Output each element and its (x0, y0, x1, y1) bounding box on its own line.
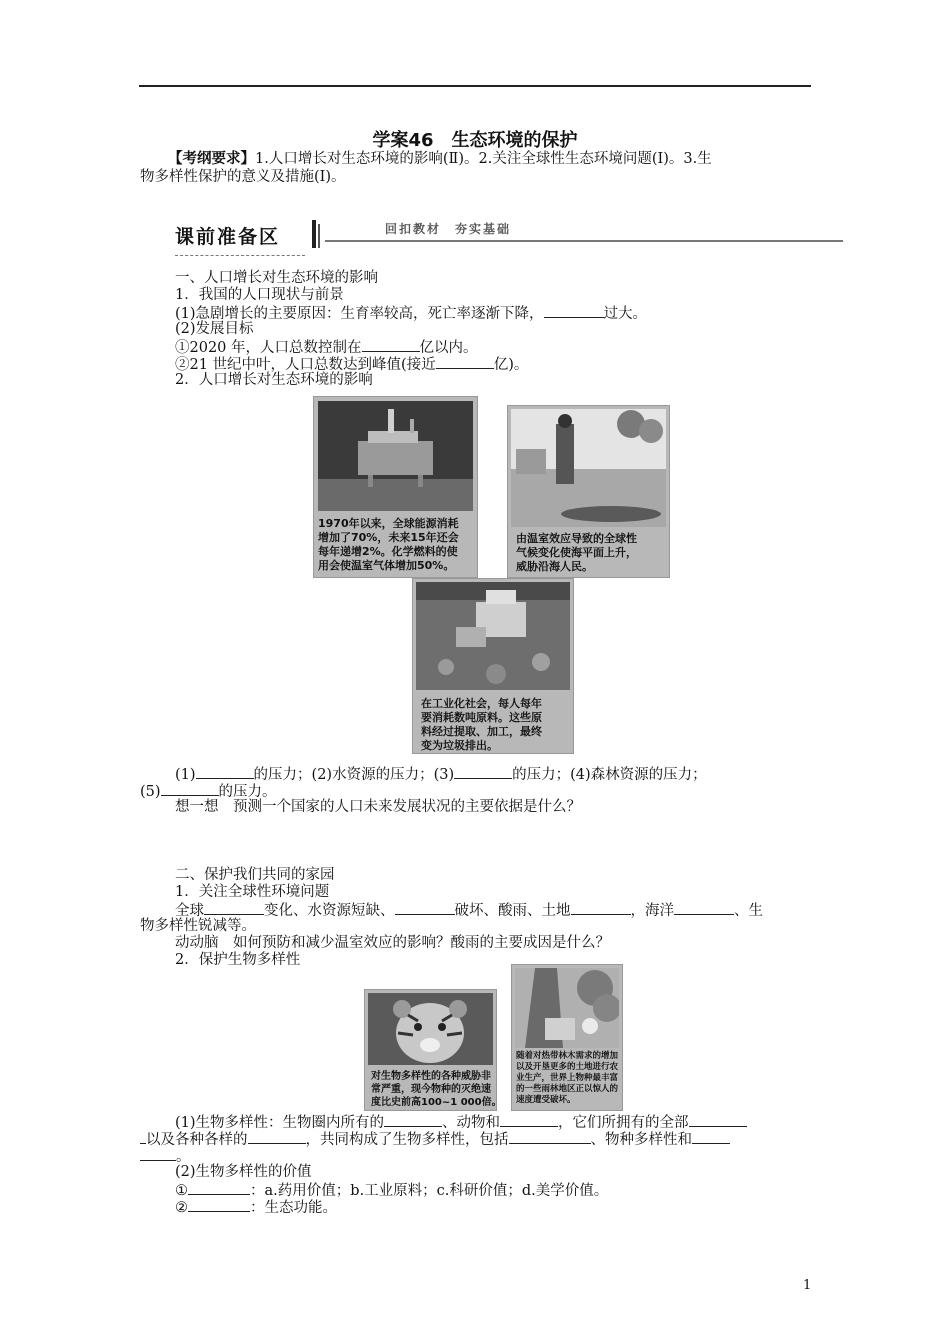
caption-line: 常严重，现今物种的灭绝速 (371, 1084, 491, 1095)
answer-blank[interactable] (454, 764, 512, 779)
value-text: ① (175, 1183, 188, 1199)
answer-blank[interactable] (204, 900, 264, 915)
caption-line: 业生产，世界上物种最丰富 (516, 1073, 619, 1083)
caption-line: 用会使温室气体增加50%。 (318, 559, 455, 572)
caption-line: 威胁沿海人民。 (516, 560, 593, 573)
goal-1-text: ①2020 年，人口总数控制在 (175, 340, 362, 356)
value-text: ：生态功能。 (250, 1200, 337, 1216)
value-text: ② (175, 1200, 188, 1216)
global-issues-line (175, 900, 763, 920)
section2-heading: 二、保护我们共同的家园 (175, 867, 335, 883)
answer-blank[interactable] (384, 1112, 442, 1127)
banner-bar-thin (318, 224, 320, 248)
growth-reason-end: 过大。 (603, 306, 648, 322)
value-text: ：a.药用价值；b.工业原料；c.科研价值；d.美学价值。 (250, 1183, 609, 1199)
answer-blank[interactable] (188, 1197, 250, 1212)
banner-bar (312, 220, 316, 248)
photo-tiger (364, 989, 502, 1111)
answer-blank[interactable] (140, 1146, 176, 1161)
section1-heading: 一、人口增长对生态环境的影响 (175, 270, 378, 286)
answer-blank[interactable] (544, 303, 604, 318)
global-text: ，海洋 (630, 903, 674, 919)
bio-text: 、物种多样性和 (590, 1132, 692, 1148)
caption-line: 的一些雨林地区正以惊人的 (516, 1084, 619, 1094)
answer-blank[interactable] (196, 764, 254, 779)
photo-rainforest (511, 964, 623, 1111)
answer-blank[interactable] (248, 1129, 306, 1144)
answer-blank[interactable] (395, 900, 455, 915)
oil-platform-image (318, 401, 473, 511)
photo-oil-platform (313, 396, 478, 578)
global-text: 、生 (734, 903, 763, 919)
answer-blank[interactable] (571, 900, 631, 915)
section1-sub2: 2．人口增长对生态环境的影响 (175, 372, 373, 388)
section2-sub2: 2．保护生物多样性 (175, 952, 301, 968)
banner-dashed-rule (175, 255, 305, 256)
caption-line: 对生物多样性的各种威胁非 (371, 1071, 491, 1082)
goals-heading: (2)发展目标 (175, 321, 254, 337)
global-text: 变化、水资源短缺、 (264, 903, 395, 919)
goal-2-text: ②21 世纪中叶，人口总数达到峰值(接近 (175, 357, 436, 373)
rainforest-image (515, 968, 619, 1048)
banner-subtitle: 回扣教材 夯实基础 (385, 222, 512, 236)
biodiversity-line-2 (140, 1129, 730, 1149)
tiger-image (368, 993, 493, 1065)
caption-line: 随着对热带林木需求的增加 (516, 1051, 619, 1061)
answer-blank[interactable] (188, 1180, 250, 1195)
section1-sub1: 1．我国的人口现状与前景 (175, 287, 344, 303)
global-text: 破坏、酸雨、土地 (454, 903, 571, 919)
bio-text: 。 (176, 1149, 191, 1165)
banner-title: 课前准备区 (175, 226, 281, 248)
global-issues-line-2: 物多样性锐减等。 (140, 918, 256, 934)
answer-blank[interactable] (692, 1129, 730, 1144)
bio-text: ，共同构成了生物多样性，包括 (305, 1132, 509, 1148)
caption-line: 增加了70%，未来15年还会 (318, 531, 459, 544)
header-rule (139, 85, 811, 87)
page-title: 学案46 生态环境的保护 (372, 130, 578, 151)
bio-text: (1)生物多样性：生物圈内所有的 (175, 1115, 385, 1131)
goal-1-end: 亿以内。 (419, 340, 478, 356)
answer-blank[interactable] (362, 337, 420, 352)
section2-sub1: 1．关注全球性环境问题 (175, 884, 330, 900)
banner-rule (325, 240, 843, 242)
caption-line: 每年递增2%。化学燃料的使 (318, 545, 458, 558)
caption-line: 在工业化社会，每人每年 (421, 697, 542, 710)
goal-2-end: 亿)。 (493, 357, 529, 373)
photo-flooded-village (507, 405, 670, 578)
photo-landfill (412, 578, 574, 754)
caption-line: 要消耗数吨原料。这些原 (421, 711, 542, 724)
caption-line: 1970年以来，全球能源消耗 (318, 517, 459, 530)
pressure-text: 的压力；(4)森林资源的压力； (512, 767, 707, 783)
pressure-text: (5) (140, 784, 161, 800)
brainstorm-question: 动动脑 如何预防和减少温室效应的影响？酸雨的主要成因是什么？ (175, 935, 610, 951)
requirements-line-2: 物多样性保护的意义及措施(Ⅰ)。 (140, 169, 346, 185)
growth-reason-text: (1)急剧增长的主要原因：生育率较高，死亡率逐渐下降， (175, 306, 544, 322)
answer-blank[interactable] (674, 900, 734, 915)
answer-blank[interactable] (161, 781, 219, 796)
answer-blank[interactable] (689, 1112, 747, 1127)
landfill-image (416, 582, 570, 690)
requirements-line-1 (168, 150, 712, 168)
pressure-text: (1) (175, 767, 196, 783)
answer-blank[interactable] (509, 1129, 591, 1144)
value-2-line (175, 1197, 337, 1217)
think-question: 想一想 预测一个国家的人口未来发展状况的主要依据是什么？ (175, 799, 581, 815)
caption-line: 气候变化使海平面上升， (516, 546, 637, 559)
global-text: 全球 (175, 903, 204, 919)
value-heading: (2)生物多样性的价值 (175, 1164, 312, 1180)
caption-line: 由温室效应导致的全球性 (516, 532, 637, 545)
bio-text: 、动物和 (442, 1115, 501, 1131)
pressure-text: 的压力；(2)水资源的压力；(3) (253, 767, 455, 783)
bio-text: ，它们所拥有的全部 (558, 1115, 689, 1131)
caption-line: 度比史前高100~1 000倍。 (371, 1097, 502, 1108)
section-banner (175, 220, 843, 250)
caption-line: 变为垃圾排出。 (421, 739, 498, 752)
flooded-village-image (511, 409, 666, 527)
caption-line: 以及开垦更多的土地进行农 (516, 1062, 619, 1072)
caption-line: 料经过提取、加工，最终 (421, 725, 542, 738)
answer-blank[interactable] (436, 354, 494, 369)
bio-text: 以及各种各样的 (146, 1132, 248, 1148)
answer-blank[interactable] (500, 1112, 558, 1127)
pressure-text: 的压力。 (218, 784, 277, 800)
requirements-text-1: 1.人口增长对生态环境的影响(Ⅱ)。2.关注全球性生态环境问题(Ⅰ)。3.生 (255, 151, 712, 167)
page-number: 1 (803, 1278, 812, 1293)
caption-line: 速度遭受破坏。 (516, 1095, 576, 1105)
requirements-label: 【考纲要求】 (168, 150, 255, 167)
